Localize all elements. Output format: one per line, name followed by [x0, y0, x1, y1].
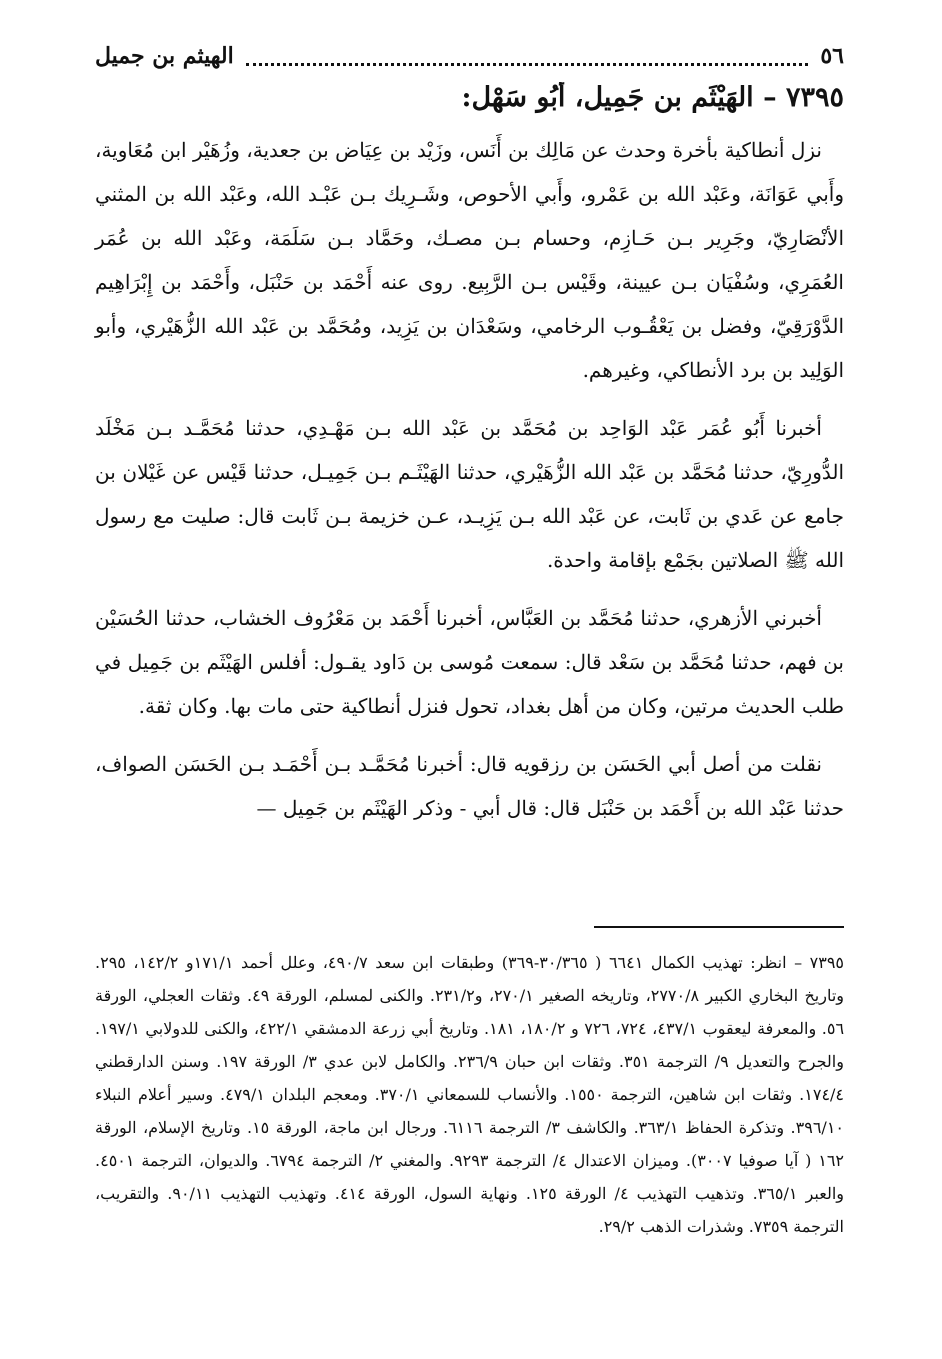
- biography-paragraph: نزل أنطاكية بأخرة وحدث عن مَالِك بن أَنَس، وزَيْد بن عِيَاض بن جعدية، وزُهَيْر ابن مُعَاوية، وأَبي عَوَانَة، وعَبْد الله بن عَمْرو، وأَبي الأحوص، وشَـرِيك بـن عَبْـد الله، وعَبْد الله بن المثني الأنْصَارِيّ، وجَرِير بـن حَـازِم، وحسام بـن مصـك، وحَمَّاد بـن سَلَمَة، وعَبْد الله بن عُمَر العُمَرِي، وسُفْيَان بـن عيينة، وقَيْس بـن الرَّبِيع. روى عنه أَحْمَد بن حَنْبَل، وأَحْمَد بن إِبْرَاهِيم الدَّوْرَقِيّ، وفضل بن يَعْقُـوب الرخامي، وسَعْدَان بن يَزِيد، ومُحَمَّد بن عَبْد الله الزُّهَيْري، وأبو الوَلِيد بن برد الأنطاكي، وغيرهم.: [95, 138, 844, 382]
- entry-title: ٧٣٩٥ – الهَيْثَم بن جَمِيل، أَبُو سَهْل:: [461, 82, 844, 113]
- quote-paragraph: نقلت من أصل أبي الحَسَن بن رزقويه قال: أخبرنا مُحَمَّـد بـن أَحْمَـد بـن الحَسَن الصواف، حدثنا عَبْد الله بن أَحْمَد بن حَنْبَل قال: قال أبي - وذكر الهَيْثَم بن جَمِيل —: [95, 752, 844, 820]
- footnote-divider: [594, 926, 844, 928]
- hadith-paragraph: أخبرنا أَبُو عُمَر عَبْد الوَاحِد بن مُحَمَّد بن عَبْد الله بـن مَهْـدِي، حدثنا مُحَمَّـد بـن مَخْلَد الدُّورِيّ، حدثنا مُحَمَّد بن عَبْد الله الزُّهَيْري، حدثنا الهَيْثَـم بـن جَمِيـل، حدثنا قَيْس عن غَيْلان بن جامع عن عَدي بن ثَابت، عن عَبْد الله بـن يَزِيـد، عـن خزيمة بـن ثَابت قال: صليت مع رسول الله ﷺ الصلاتين بجَمْع بإقامة واحدة.: [95, 416, 844, 572]
- page-header: [95, 38, 844, 74]
- footnote-references: ٧٣٩٥ – انظر: تهذيب الكمال ٦٦٤١ ( ٣٠/٣٦٥-٣٦٩) وطبقات ابن سعد ٤٩٠/٧، وعلل أحمد ١٧١/١و ١٤٢/٢، ٢٩٥. وتاريخ البخاري الكبير ٢٧٧٠/٨، وتاريخه الصغير ٢٧٠/١، و٢٣١/٢. والكنى لمسلم، الورقة ٤٩. وثقات العجلي، الورقة ٥٦. والمعرفة ليعقوب ٤٣٧/١، ٧٢٤، ٧٢٦ و ١٨٠/٢، ١٨١. وتاريخ أبي زرعة الدمشقي ٤٢٢/١، والكنى للدولابي ١٩٧/١. والجرح والتعديل ٩/ الترجمة ٣٥١. وثقات ابن حبان ٢٣٦/٩. والكامل لابن عدي ٣/ الورقة ١٩٧. وسنن الدارقطني ١٧٤/٤. وثقات ابن شاهين، الترجمة ١٥٥٠. والأنساب للسمعاني ٣٧٠/١. ومعجم البلدان ٤٧٩/١. وسير أعلام النبلاء ٣٩٦/١٠. وتذكرة الحفاظ ٣٦٣/١. والكاشف ٣/ الترجمة ٦١١٦. ورجال ابن ماجة، الورقة ١٥. وتاريخ الإسلام، الورقة ١٦٢ ( آيا صوفيا ٣٠٠٧). وميزان الاعتدال ٤/ الترجمة ٩٢٩٣. والمغني ٢/ الترجمة ٦٧٩٤. والديوان، الترجمة ٤٥٠١. والعبر ٣٦٥/١. وتذهيب التهذيب ٤/ الورقة ١٢٥. ونهاية السول، الورقة ٤١٤. وتهذيب التهذيب ٩٠/١١. والتقريب، الترجمة ٧٣٥٩. وشذرات الذهب ٢٩/٢.: [95, 953, 845, 1236]
- report-paragraph: أخبرني الأزهري، حدثنا مُحَمَّد بن العَبَّاس، أخبرنا أَحْمَد بن مَعْرُوف الخشاب، حدثنا الحُسَيْن بن فهم، حدثنا مُحَمَّد بن سَعْد قال: سمعت مُوسى بن دَاود يقـول: أفلس الهَيْثَم بن جَمِيل في طلب الحديث مرتين، وكان من أهل بغداد، تحول فنزل أنطاكية حتى مات بها. وكان ثقة.: [95, 606, 844, 718]
- main-text: [95, 128, 844, 844]
- running-title: الهيثم بن جميل: [95, 43, 234, 69]
- header-dotted-leader: [246, 47, 809, 66]
- page-number: ٥٦: [820, 43, 844, 69]
